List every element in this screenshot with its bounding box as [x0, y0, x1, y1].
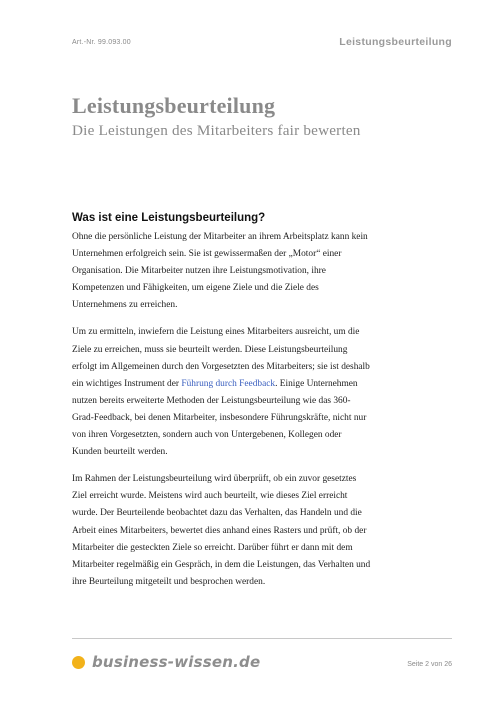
paragraph-3: Im Rahmen der Leistungsbeurteilung wird überprüft, ob ein zuvor gesetztes Ziel erreicht wurde. Meistens wird auch beurteilt, wie dieses Ziel erreicht wurde. Der Beurteilende beobachtet dazu das Verhalten, das Handeln und die Arbeit eines Mitarbeiters, bewertet dies anhand eines Rasters und prüft, ob der Mitarbeiter die gesteckten Ziele so erreicht. Darüber führt er dann mit dem Mitarbeiter regelmäßig ein Gespräch, in dem die Leistungen, das Verhalten und ihre Beurteilung mitgeteilt und besprochen werden.	[72, 474, 371, 587]
document-title: Leistungsbeurteilung	[72, 93, 276, 118]
section-heading: Was ist eine Leistungsbeurteilung?	[72, 212, 266, 224]
feedback-link[interactable]: Führung durch Feedback	[181, 378, 276, 389]
paragraph-2	[72, 324, 372, 461]
document-body	[72, 212, 372, 601]
paragraph-2-text-before-link: Um zu ermitteln, inwiefern die Leistung eines Mitarbeiters ausreicht, um die Ziele zu erreichen, muss sie beurteilt werden. Diese Leistungsbeurteilung erfolgt im Allgemeinen durch den Vorgesetzten des Mitarbeiters; sie ist deshalb ein wichtiges Instrument der	[72, 327, 370, 389]
page-number: Seite 2 von 26	[407, 661, 452, 668]
footer-divider	[72, 638, 452, 639]
header-title: Leistungsbeurteilung	[339, 36, 452, 48]
page-header	[72, 36, 452, 52]
logo-text: business-wissen.de	[92, 653, 261, 671]
document-subtitle: Die Leistungen des Mitarbeiters fair bewerten	[72, 122, 361, 139]
paragraph-2-text-after-link: . Einige Unternehmen nutzen bereits erweiterte Methoden der Leistungsbeurteilung wie das 360-Grad-Feedback, bei denen Mitarbeiter, insbesondere Führungskräfte, nicht nur von ihren Vorgesetzten, sondern auch von Untergebenen, Kollegen oder Kunden beurteilt werden.	[72, 378, 367, 458]
article-number: Art.-Nr. 99.093.00	[72, 39, 131, 46]
paragraph-1: Ohne die persönliche Leistung der Mitarbeiter an ihrem Arbeitsplatz kann kein Unternehmen erfolgreich sein. Sie ist gewissermaßen der „Motor“ einer Organisation. Die Mitarbeiter nutzen ihre Leistungsmotivation, ihre Kompetenzen und Fähigkeiten, um eigene Ziele und die Ziele des Unternehmens zu erreichen.	[72, 232, 368, 311]
logo-dot-icon	[72, 656, 85, 669]
